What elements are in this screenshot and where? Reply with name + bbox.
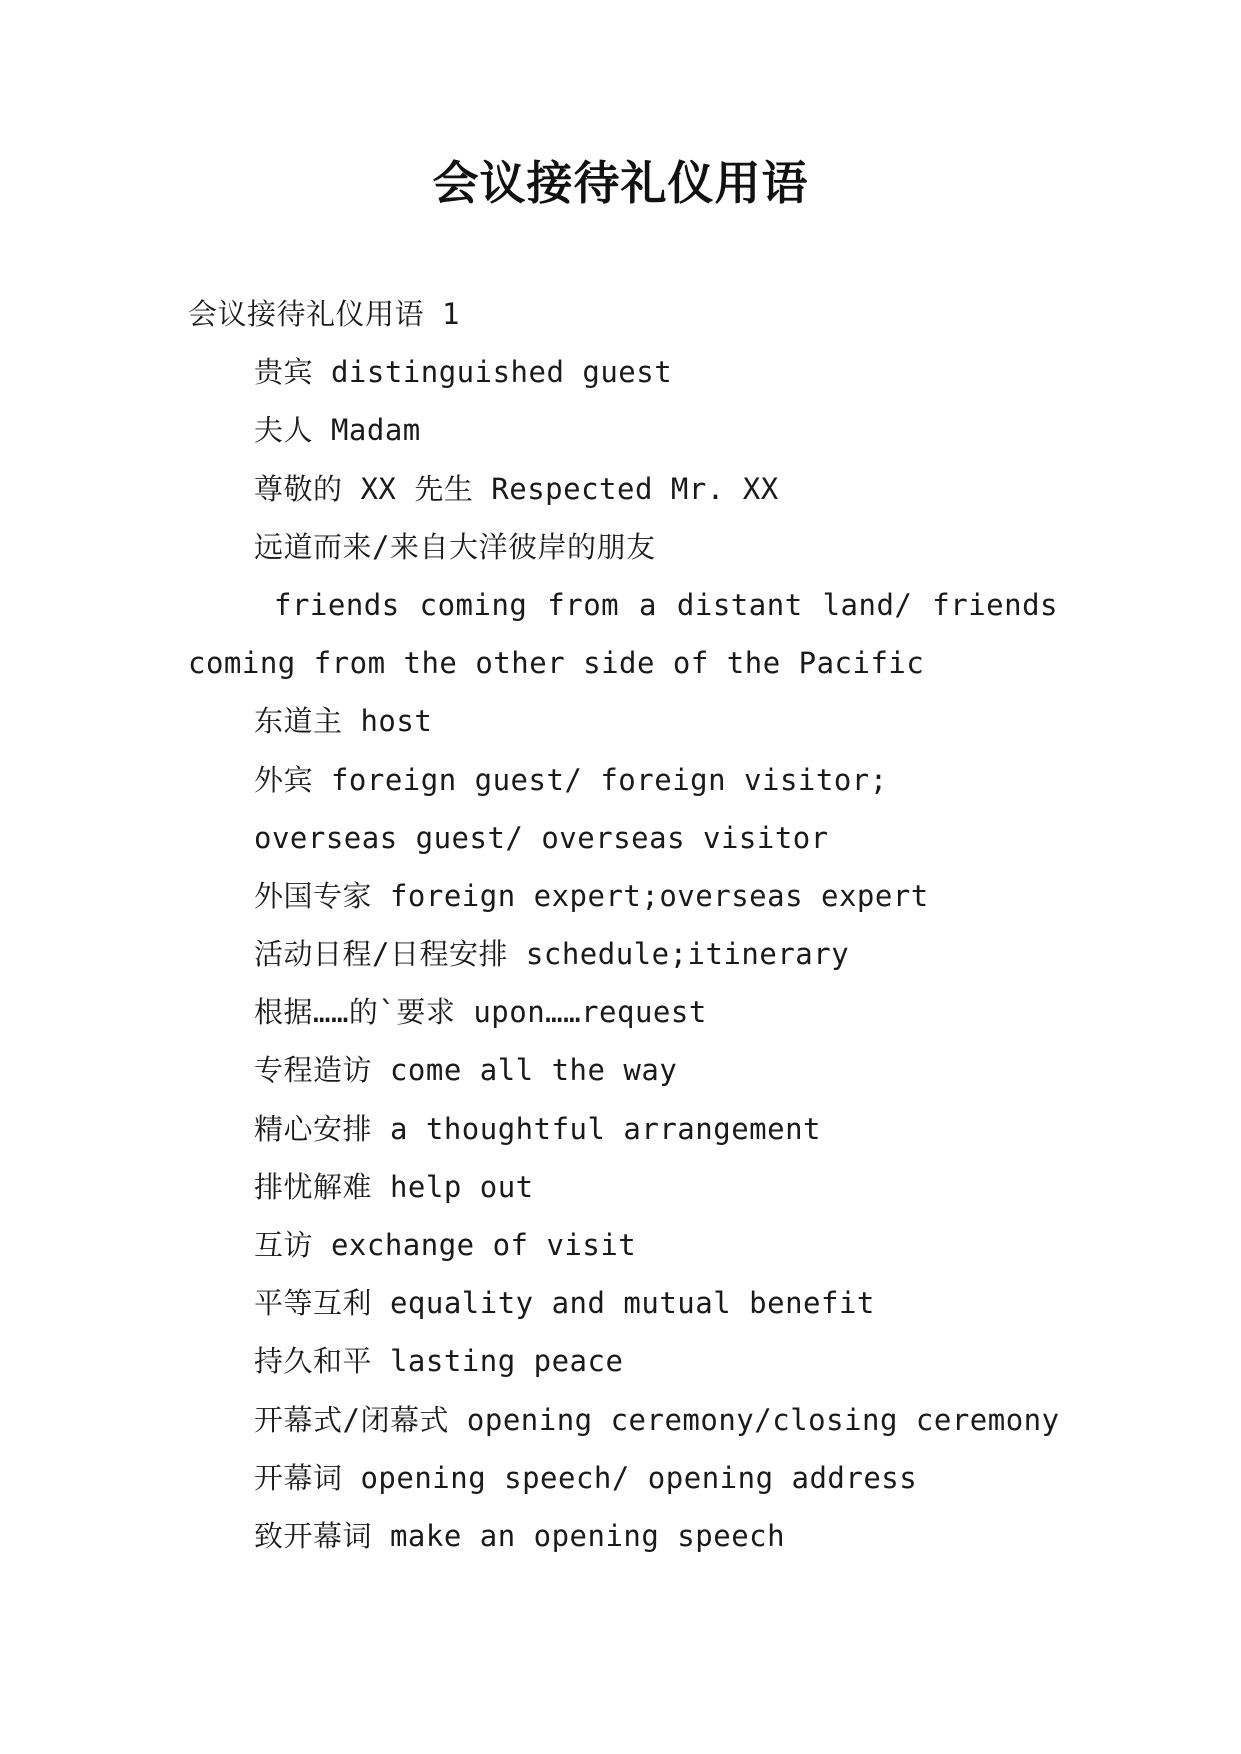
- text-line: 排忧解难 help out: [254, 1169, 534, 1204]
- text-line: coming from the other side of the Pacific: [188, 646, 925, 681]
- text-line: 互访 exchange of visit: [254, 1228, 637, 1262]
- text-line: 根据……的`要求 upon……request: [254, 995, 707, 1030]
- text-line: 精心安排 a thoughtful arrangement: [254, 1111, 821, 1146]
- text-line: 致开幕词 make an opening speech: [254, 1518, 786, 1553]
- text-line: 远道而来/来自大洋彼岸的朋友: [254, 529, 656, 564]
- text-line: 尊敬的 XX 先生 Respected Mr. XX: [254, 471, 779, 506]
- text-line: 贵宾 distinguished guest: [254, 355, 673, 390]
- text-line: 外国专家 foreign expert;overseas expert: [254, 878, 929, 913]
- text-line: 活动日程/日程安排 schedule;itinerary: [254, 937, 850, 972]
- section-heading: 会议接待礼仪用语 1: [188, 297, 460, 331]
- text-line: 开幕词 opening speech/ opening address: [254, 1460, 918, 1495]
- text-line: friends coming from a distant land/ friends: [274, 587, 1058, 622]
- text-line: 夫人 Madam: [254, 413, 421, 448]
- text-line: 持久和平 lasting peace: [254, 1344, 624, 1379]
- text-line: 专程造访 come all the way: [254, 1053, 678, 1088]
- text-line: overseas guest/ overseas visitor: [254, 820, 829, 855]
- document-body: [188, 285, 1058, 1565]
- text-line: 东道主 host: [254, 704, 433, 739]
- text-line: 开幕式/闭幕式 opening ceremony/closing ceremony: [254, 1402, 1060, 1437]
- document-title: 会议接待礼仪用语: [432, 156, 809, 210]
- text-line: 平等互利 equality and mutual benefit: [254, 1286, 875, 1321]
- text-line: 外宾 foreign guest/ foreign visitor;: [254, 762, 888, 797]
